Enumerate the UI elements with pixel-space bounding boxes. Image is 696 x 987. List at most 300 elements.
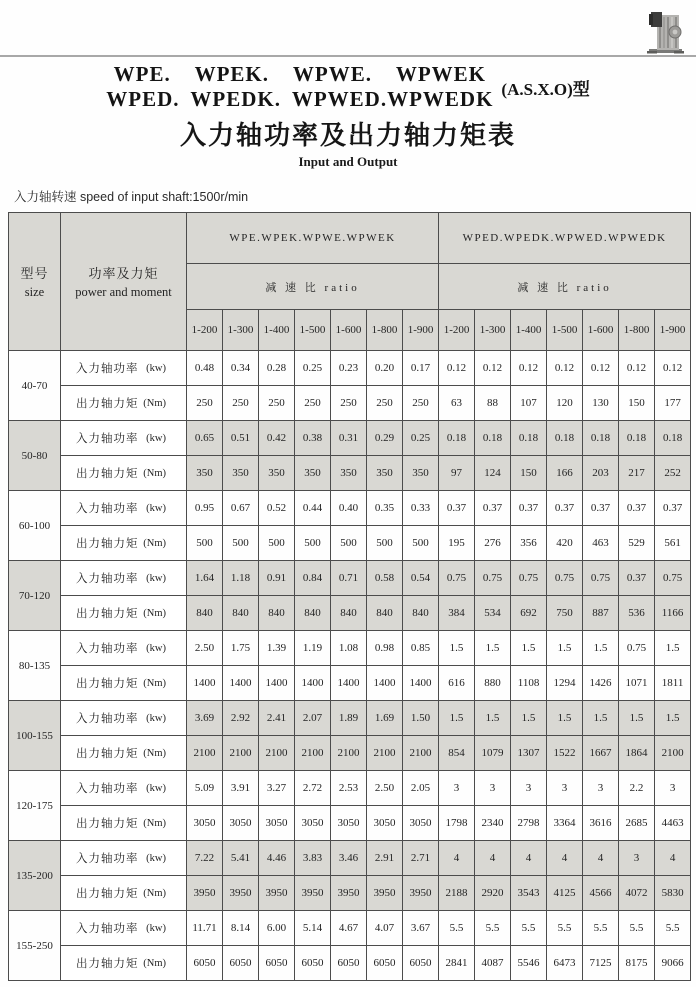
power-label-cell xyxy=(61,841,187,876)
torque-value-cell: 2920 xyxy=(475,876,511,911)
torque-value-cell: 840 xyxy=(403,596,439,631)
torque-value-cell: 840 xyxy=(367,596,403,631)
torque-value-cell: 692 xyxy=(511,596,547,631)
torque-value-cell: 500 xyxy=(367,526,403,561)
ratio-tick: 1-200 xyxy=(439,310,475,351)
torque-value-cell: 1294 xyxy=(547,666,583,701)
power-label-cell xyxy=(61,631,187,666)
torque-value-cell: 1108 xyxy=(511,666,547,701)
torque-value-cell: 561 xyxy=(655,526,691,561)
torque-value-cell: 3050 xyxy=(187,806,223,841)
size-header xyxy=(9,213,61,351)
torque-label: 出力轴力矩 xyxy=(76,958,139,970)
torque-label-cell xyxy=(61,666,187,701)
torque-value-cell: 384 xyxy=(439,596,475,631)
power-value-cell: 3.83 xyxy=(295,841,331,876)
power-value-cell: 1.64 xyxy=(187,561,223,596)
power-value-cell: 0.40 xyxy=(331,491,367,526)
power-value-cell: 0.37 xyxy=(583,491,619,526)
power-unit-label: (kw) xyxy=(146,572,166,584)
spec-table-body xyxy=(9,213,691,981)
power-value-cell: 0.18 xyxy=(475,421,511,456)
torque-value-cell: 750 xyxy=(547,596,583,631)
torque-value-cell: 840 xyxy=(223,596,259,631)
torque-value-cell: 2100 xyxy=(295,736,331,771)
power-value-cell: 5.41 xyxy=(223,841,259,876)
power-value-cell: 1.5 xyxy=(583,701,619,736)
power-value-cell: 6.00 xyxy=(259,911,295,946)
ratio-tick: 1-900 xyxy=(655,310,691,351)
input-speed-note: 入力轴转速 speed of input shaft:1500r/min xyxy=(14,190,249,204)
power-value-cell: 1.5 xyxy=(475,701,511,736)
torque-value-cell: 97 xyxy=(439,456,475,491)
power-value-cell: 0.84 xyxy=(295,561,331,596)
torque-value-cell: 840 xyxy=(259,596,295,631)
power-value-cell: 0.18 xyxy=(511,421,547,456)
torque-value-cell: 1079 xyxy=(475,736,511,771)
power-value-cell: 0.37 xyxy=(475,491,511,526)
power-value-cell: 4 xyxy=(439,841,475,876)
power-value-cell: 5.09 xyxy=(187,771,223,806)
power-label-cell xyxy=(61,771,187,806)
power-value-cell: 0.12 xyxy=(655,351,691,386)
ratio-header: 减 速 比 ratio xyxy=(187,264,439,310)
torque-label-cell xyxy=(61,736,187,771)
torque-value-cell: 350 xyxy=(367,456,403,491)
torque-value-cell: 6050 xyxy=(259,946,295,981)
power-value-cell: 5.5 xyxy=(619,911,655,946)
power-value-cell: 2.71 xyxy=(403,841,439,876)
power-label: 入力轴功率 xyxy=(76,363,139,375)
torque-value-cell: 4125 xyxy=(547,876,583,911)
torque-value-cell: 2100 xyxy=(187,736,223,771)
ratio-header: 减 速 比 ratio xyxy=(439,264,691,310)
power-value-cell: 0.71 xyxy=(331,561,367,596)
torque-value-cell: 1400 xyxy=(187,666,223,701)
power-value-cell: 2.50 xyxy=(367,771,403,806)
torque-value-cell: 250 xyxy=(223,386,259,421)
power-value-cell: 2.2 xyxy=(619,771,655,806)
power-label-cell xyxy=(61,701,187,736)
power-value-cell: 4 xyxy=(475,841,511,876)
power-label: 入力轴功率 xyxy=(76,643,139,655)
ratio-tick: 1-500 xyxy=(295,310,331,351)
power-value-cell: 3 xyxy=(547,771,583,806)
size-cell: 50-80 xyxy=(9,421,61,491)
page-title-en: Input and Output xyxy=(298,154,398,169)
power-value-cell: 3 xyxy=(583,771,619,806)
page-title-cn: 入力轴功率及出力轴力矩表 xyxy=(179,121,516,150)
power-value-cell: 0.75 xyxy=(655,561,691,596)
power-label: 入力轴功率 xyxy=(76,503,139,515)
torque-value-cell: 2100 xyxy=(367,736,403,771)
torque-value-cell: 536 xyxy=(619,596,655,631)
torque-value-cell: 63 xyxy=(439,386,475,421)
torque-value-cell: 3950 xyxy=(223,876,259,911)
power-value-cell: 0.44 xyxy=(295,491,331,526)
torque-value-cell: 124 xyxy=(475,456,511,491)
torque-value-cell: 529 xyxy=(619,526,655,561)
ratio-tick: 1-300 xyxy=(223,310,259,351)
ratio-tick: 1-400 xyxy=(511,310,547,351)
torque-value-cell: 3050 xyxy=(331,806,367,841)
torque-value-cell: 250 xyxy=(367,386,403,421)
power-label: 入力轴功率 xyxy=(76,433,139,445)
power-value-cell: 0.95 xyxy=(187,491,223,526)
power-value-cell: 0.18 xyxy=(439,421,475,456)
torque-value-cell: 500 xyxy=(295,526,331,561)
power-value-cell: 1.5 xyxy=(547,701,583,736)
torque-value-cell: 4463 xyxy=(655,806,691,841)
power-moment-header-cn: 功率及力矩 xyxy=(88,266,159,281)
torque-label: 出力轴力矩 xyxy=(76,608,139,620)
torque-value-cell: 2340 xyxy=(475,806,511,841)
torque-value-cell: 6050 xyxy=(367,946,403,981)
power-value-cell: 1.5 xyxy=(655,701,691,736)
power-value-cell: 1.69 xyxy=(367,701,403,736)
power-value-cell: 0.33 xyxy=(403,491,439,526)
group-header: WPED.WPEDK.WPWED.WPWEDK xyxy=(439,213,691,264)
power-value-cell: 0.17 xyxy=(403,351,439,386)
power-value-cell: 0.42 xyxy=(259,421,295,456)
power-unit-label: (kw) xyxy=(146,432,166,444)
torque-value-cell: 350 xyxy=(259,456,295,491)
torque-value-cell: 6050 xyxy=(331,946,367,981)
power-value-cell: 2.50 xyxy=(187,631,223,666)
torque-value-cell: 8175 xyxy=(619,946,655,981)
torque-value-cell: 500 xyxy=(259,526,295,561)
torque-value-cell: 1307 xyxy=(511,736,547,771)
power-value-cell: 2.05 xyxy=(403,771,439,806)
torque-unit-label: (Nm) xyxy=(143,397,166,409)
torque-value-cell: 2100 xyxy=(403,736,439,771)
size-cell: 70-120 xyxy=(9,561,61,631)
power-value-cell: 5.5 xyxy=(475,911,511,946)
torque-value-cell: 4566 xyxy=(583,876,619,911)
torque-value-cell: 120 xyxy=(547,386,583,421)
power-value-cell: 0.12 xyxy=(583,351,619,386)
model-series-list xyxy=(106,62,493,112)
power-value-cell: 4.67 xyxy=(331,911,367,946)
torque-value-cell: 3543 xyxy=(511,876,547,911)
torque-unit-label: (Nm) xyxy=(143,467,166,479)
torque-value-cell: 1400 xyxy=(403,666,439,701)
torque-value-cell: 130 xyxy=(583,386,619,421)
torque-value-cell: 250 xyxy=(187,386,223,421)
torque-value-cell: 6050 xyxy=(403,946,439,981)
torque-value-cell: 3950 xyxy=(187,876,223,911)
power-value-cell: 0.12 xyxy=(511,351,547,386)
power-unit-label: (kw) xyxy=(146,362,166,374)
torque-label-cell xyxy=(61,806,187,841)
worm-gear-reducer-photo xyxy=(644,8,686,54)
torque-value-cell: 880 xyxy=(475,666,511,701)
power-value-cell: 0.35 xyxy=(367,491,403,526)
torque-value-cell: 500 xyxy=(223,526,259,561)
power-value-cell: 11.71 xyxy=(187,911,223,946)
size-cell: 155-250 xyxy=(9,911,61,981)
power-value-cell: 0.31 xyxy=(331,421,367,456)
torque-value-cell: 1166 xyxy=(655,596,691,631)
power-value-cell: 1.5 xyxy=(547,631,583,666)
torque-value-cell: 534 xyxy=(475,596,511,631)
size-header-en: size xyxy=(24,285,45,299)
torque-value-cell: 9066 xyxy=(655,946,691,981)
torque-label: 出力轴力矩 xyxy=(76,468,139,480)
power-value-cell: 0.25 xyxy=(403,421,439,456)
power-value-cell: 3 xyxy=(439,771,475,806)
power-label-cell xyxy=(61,421,187,456)
power-value-cell: 0.75 xyxy=(619,631,655,666)
power-value-cell: 5.5 xyxy=(583,911,619,946)
torque-value-cell: 420 xyxy=(547,526,583,561)
torque-value-cell: 350 xyxy=(187,456,223,491)
power-value-cell: 2.72 xyxy=(295,771,331,806)
power-unit-label: (kw) xyxy=(146,502,166,514)
torque-unit-label: (Nm) xyxy=(143,607,166,619)
top-strip xyxy=(0,0,696,57)
power-label: 入力轴功率 xyxy=(76,923,139,935)
power-value-cell: 5.14 xyxy=(295,911,331,946)
torque-value-cell: 463 xyxy=(583,526,619,561)
torque-value-cell: 3050 xyxy=(259,806,295,841)
power-value-cell: 3 xyxy=(475,771,511,806)
power-value-cell: 4 xyxy=(583,841,619,876)
power-value-cell: 0.12 xyxy=(439,351,475,386)
torque-value-cell: 3950 xyxy=(403,876,439,911)
power-value-cell: 0.37 xyxy=(547,491,583,526)
power-unit-label: (kw) xyxy=(146,642,166,654)
torque-value-cell: 1400 xyxy=(223,666,259,701)
torque-value-cell: 250 xyxy=(331,386,367,421)
model-series-line2: WPED. WPEDK. WPWED.WPWEDK xyxy=(106,87,494,111)
torque-value-cell: 1798 xyxy=(439,806,475,841)
power-value-cell: 1.89 xyxy=(331,701,367,736)
power-value-cell: 1.5 xyxy=(439,631,475,666)
torque-value-cell: 3616 xyxy=(583,806,619,841)
power-label: 入力轴功率 xyxy=(76,783,139,795)
torque-value-cell: 3364 xyxy=(547,806,583,841)
power-value-cell: 3.67 xyxy=(403,911,439,946)
torque-value-cell: 854 xyxy=(439,736,475,771)
size-header-cn: 型号 xyxy=(20,266,49,281)
torque-value-cell: 2798 xyxy=(511,806,547,841)
torque-value-cell: 7125 xyxy=(583,946,619,981)
power-value-cell: 0.75 xyxy=(511,561,547,596)
power-value-cell: 2.53 xyxy=(331,771,367,806)
power-value-cell: 0.12 xyxy=(547,351,583,386)
size-cell: 80-135 xyxy=(9,631,61,701)
power-label-cell xyxy=(61,911,187,946)
power-value-cell: 5.5 xyxy=(511,911,547,946)
power-label-cell xyxy=(61,351,187,386)
torque-label-cell xyxy=(61,386,187,421)
torque-value-cell: 840 xyxy=(295,596,331,631)
torque-value-cell: 500 xyxy=(331,526,367,561)
power-value-cell: 0.98 xyxy=(367,631,403,666)
power-value-cell: 0.37 xyxy=(619,491,655,526)
size-cell: 60-100 xyxy=(9,491,61,561)
torque-value-cell: 2188 xyxy=(439,876,475,911)
torque-value-cell: 5546 xyxy=(511,946,547,981)
ratio-tick: 1-400 xyxy=(259,310,295,351)
power-value-cell: 0.18 xyxy=(547,421,583,456)
model-series-line1: WPE. WPEK. WPWE. WPWEK xyxy=(113,62,487,86)
power-value-cell: 0.23 xyxy=(331,351,367,386)
power-value-cell: 4 xyxy=(655,841,691,876)
torque-value-cell: 217 xyxy=(619,456,655,491)
power-value-cell: 0.85 xyxy=(403,631,439,666)
torque-value-cell: 150 xyxy=(511,456,547,491)
ratio-tick: 1-200 xyxy=(187,310,223,351)
power-value-cell: 1.5 xyxy=(439,701,475,736)
size-cell: 40-70 xyxy=(9,351,61,421)
power-value-cell: 0.58 xyxy=(367,561,403,596)
torque-label-cell xyxy=(61,946,187,981)
torque-value-cell: 840 xyxy=(331,596,367,631)
power-value-cell: 0.37 xyxy=(439,491,475,526)
power-label: 入力轴功率 xyxy=(76,853,139,865)
torque-label-cell xyxy=(61,526,187,561)
torque-value-cell: 3950 xyxy=(259,876,295,911)
torque-value-cell: 1426 xyxy=(583,666,619,701)
torque-value-cell: 356 xyxy=(511,526,547,561)
power-value-cell: 4 xyxy=(511,841,547,876)
power-value-cell: 3.27 xyxy=(259,771,295,806)
power-value-cell: 0.75 xyxy=(439,561,475,596)
power-value-cell: 8.14 xyxy=(223,911,259,946)
torque-value-cell: 1400 xyxy=(295,666,331,701)
power-value-cell: 0.75 xyxy=(583,561,619,596)
torque-unit-label: (Nm) xyxy=(143,537,166,549)
type-suffix: (A.S.X.O)型 xyxy=(501,79,590,99)
torque-label: 出力轴力矩 xyxy=(76,538,139,550)
power-value-cell: 0.75 xyxy=(475,561,511,596)
power-value-cell: 7.22 xyxy=(187,841,223,876)
title-block xyxy=(0,62,696,170)
power-value-cell: 3 xyxy=(655,771,691,806)
power-moment-header xyxy=(61,213,187,351)
torque-label: 出力轴力矩 xyxy=(76,818,139,830)
torque-value-cell: 3050 xyxy=(295,806,331,841)
torque-value-cell: 2841 xyxy=(439,946,475,981)
torque-value-cell: 2100 xyxy=(259,736,295,771)
torque-value-cell: 166 xyxy=(547,456,583,491)
torque-value-cell: 252 xyxy=(655,456,691,491)
torque-value-cell: 2100 xyxy=(655,736,691,771)
torque-value-cell: 887 xyxy=(583,596,619,631)
torque-value-cell: 6050 xyxy=(187,946,223,981)
power-value-cell: 3.69 xyxy=(187,701,223,736)
torque-value-cell: 1864 xyxy=(619,736,655,771)
torque-value-cell: 2685 xyxy=(619,806,655,841)
torque-value-cell: 150 xyxy=(619,386,655,421)
power-unit-label: (kw) xyxy=(146,782,166,794)
power-value-cell: 2.07 xyxy=(295,701,331,736)
torque-value-cell: 177 xyxy=(655,386,691,421)
power-value-cell: 0.34 xyxy=(223,351,259,386)
power-value-cell: 2.91 xyxy=(367,841,403,876)
ratio-tick: 1-800 xyxy=(367,310,403,351)
ratio-tick: 1-600 xyxy=(583,310,619,351)
torque-value-cell: 1071 xyxy=(619,666,655,701)
ratio-tick: 1-900 xyxy=(403,310,439,351)
size-cell: 135-200 xyxy=(9,841,61,911)
power-value-cell: 3.46 xyxy=(331,841,367,876)
torque-value-cell: 500 xyxy=(187,526,223,561)
torque-value-cell: 5830 xyxy=(655,876,691,911)
power-value-cell: 0.18 xyxy=(583,421,619,456)
power-value-cell: 2.92 xyxy=(223,701,259,736)
power-label: 入力轴功率 xyxy=(76,713,139,725)
torque-value-cell: 616 xyxy=(439,666,475,701)
torque-value-cell: 1667 xyxy=(583,736,619,771)
power-unit-label: (kw) xyxy=(146,712,166,724)
torque-unit-label: (Nm) xyxy=(143,817,166,829)
power-value-cell: 3.91 xyxy=(223,771,259,806)
torque-value-cell: 3050 xyxy=(223,806,259,841)
torque-label: 出力轴力矩 xyxy=(76,888,139,900)
power-value-cell: 1.75 xyxy=(223,631,259,666)
torque-unit-label: (Nm) xyxy=(143,887,166,899)
torque-value-cell: 2100 xyxy=(223,736,259,771)
torque-value-cell: 3050 xyxy=(367,806,403,841)
power-value-cell: 1.5 xyxy=(511,631,547,666)
power-value-cell: 5.5 xyxy=(655,911,691,946)
power-value-cell: 5.5 xyxy=(439,911,475,946)
power-value-cell: 0.48 xyxy=(187,351,223,386)
power-value-cell: 0.54 xyxy=(403,561,439,596)
power-value-cell: 0.37 xyxy=(655,491,691,526)
torque-value-cell: 4072 xyxy=(619,876,655,911)
torque-unit-label: (Nm) xyxy=(143,747,166,759)
torque-value-cell: 203 xyxy=(583,456,619,491)
power-value-cell: 0.12 xyxy=(475,351,511,386)
torque-value-cell: 4087 xyxy=(475,946,511,981)
torque-value-cell: 88 xyxy=(475,386,511,421)
torque-value-cell: 195 xyxy=(439,526,475,561)
torque-label: 出力轴力矩 xyxy=(76,678,139,690)
group-header: WPE.WPEK.WPWE.WPWEK xyxy=(187,213,439,264)
power-value-cell: 0.67 xyxy=(223,491,259,526)
torque-value-cell: 1522 xyxy=(547,736,583,771)
power-value-cell: 0.29 xyxy=(367,421,403,456)
size-cell: 100-155 xyxy=(9,701,61,771)
ratio-tick: 1-300 xyxy=(475,310,511,351)
power-value-cell: 1.5 xyxy=(583,631,619,666)
torque-value-cell: 3950 xyxy=(331,876,367,911)
power-value-cell: 0.52 xyxy=(259,491,295,526)
torque-unit-label: (Nm) xyxy=(143,957,166,969)
torque-value-cell: 250 xyxy=(403,386,439,421)
torque-value-cell: 350 xyxy=(223,456,259,491)
torque-value-cell: 500 xyxy=(403,526,439,561)
spec-table xyxy=(8,212,691,981)
power-value-cell: 4 xyxy=(547,841,583,876)
power-value-cell: 3 xyxy=(619,841,655,876)
power-value-cell: 0.20 xyxy=(367,351,403,386)
torque-value-cell: 1400 xyxy=(367,666,403,701)
power-value-cell: 4.46 xyxy=(259,841,295,876)
torque-value-cell: 350 xyxy=(403,456,439,491)
torque-label-cell xyxy=(61,456,187,491)
torque-label: 出力轴力矩 xyxy=(76,748,139,760)
power-value-cell: 0.18 xyxy=(619,421,655,456)
torque-value-cell: 6050 xyxy=(295,946,331,981)
torque-unit-label: (Nm) xyxy=(143,677,166,689)
power-value-cell: 0.38 xyxy=(295,421,331,456)
power-value-cell: 0.12 xyxy=(619,351,655,386)
